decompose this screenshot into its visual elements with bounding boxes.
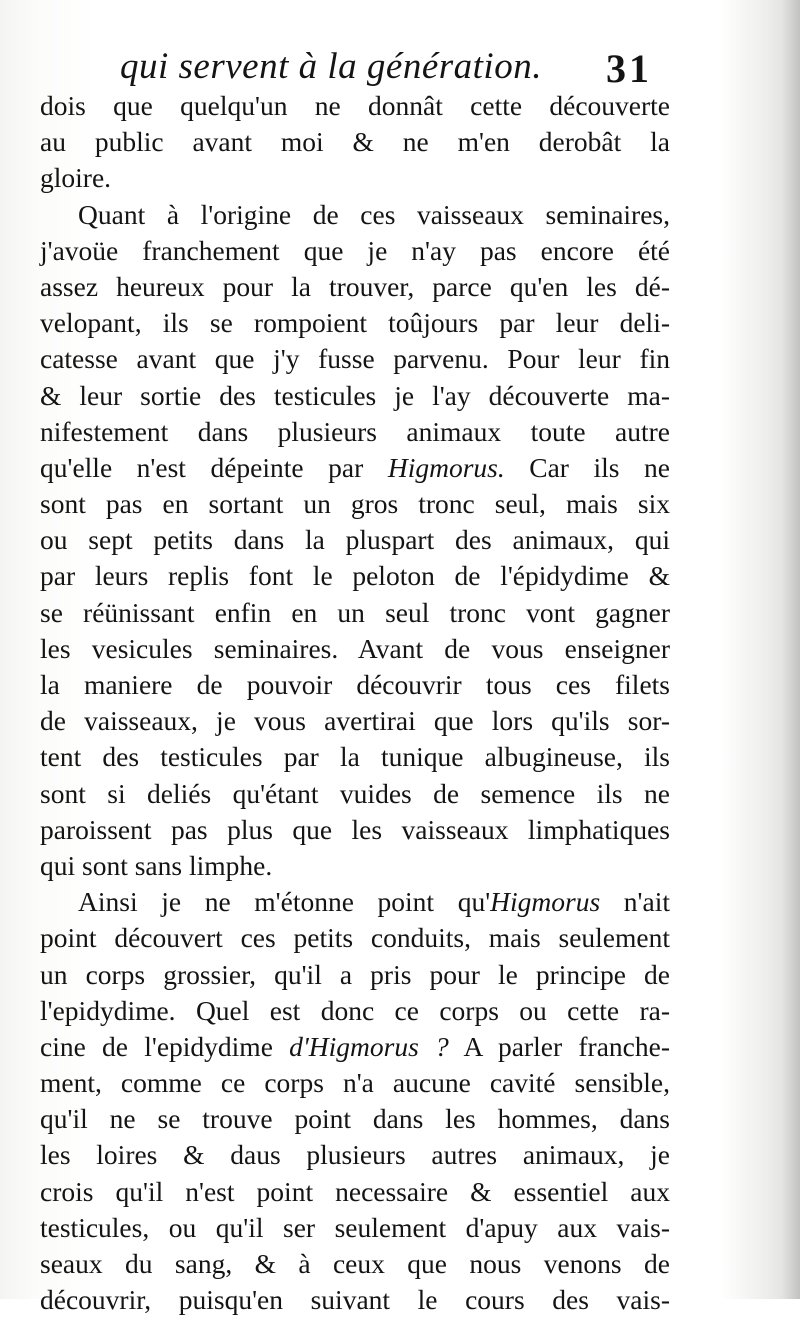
text-run: tent des testicules par la tunique albugineuse, ils bbox=[40, 741, 670, 773]
text-line bbox=[40, 1029, 670, 1065]
text-line bbox=[40, 703, 670, 739]
text-run: & leur sortie des testicules je l'ay découverte ma- bbox=[40, 379, 670, 411]
text-line bbox=[40, 269, 670, 305]
italic-name: Higmorus. bbox=[387, 451, 505, 483]
text-run: l'epidydime. Quel est donc ce corps ou cette ra- bbox=[40, 994, 670, 1026]
text-line bbox=[40, 341, 670, 377]
text-line bbox=[40, 884, 670, 920]
text-line bbox=[40, 378, 670, 414]
text-line bbox=[40, 1137, 670, 1173]
text-run: paroissent pas plus que les vaisseaux limphatiques bbox=[40, 813, 670, 845]
text-line bbox=[40, 631, 670, 667]
text-line bbox=[40, 522, 670, 558]
text-run: nifestement dans plusieurs animaux toute autre bbox=[40, 415, 670, 447]
text-run: point découvert ces petits conduits, mais seulement bbox=[40, 922, 670, 954]
text-line bbox=[40, 993, 670, 1029]
text-line bbox=[40, 1282, 670, 1318]
text-run: sont pas en sortant un gros tronc seul, mais six bbox=[40, 488, 670, 520]
text-run: dois que quelqu'un ne donnât cette découverte bbox=[40, 90, 670, 121]
text-run: crois qu'il n'est point necessaire & essentiel aux bbox=[40, 1175, 670, 1207]
text-line bbox=[40, 957, 670, 993]
text-run: de vaisseaux, je vous avertirai que lors qu'ils sor- bbox=[40, 705, 670, 737]
page-number: 31 bbox=[606, 46, 652, 91]
text-line bbox=[40, 1065, 670, 1101]
text-line bbox=[40, 450, 670, 486]
text-line bbox=[40, 1101, 670, 1137]
text-line bbox=[40, 197, 670, 233]
text-line bbox=[40, 1246, 670, 1282]
text-run: seaux du sang, & à ceux que nous venons de bbox=[40, 1248, 670, 1279]
page-edge-shadow bbox=[782, 0, 800, 1299]
italic-name: Higmorus bbox=[490, 886, 601, 918]
text-run: Ainsi je ne m'étonne point qu' bbox=[78, 886, 491, 918]
text-run: qu'il ne se trouve point dans les hommes, dans bbox=[40, 1103, 670, 1135]
text-line bbox=[40, 160, 670, 196]
text-line bbox=[40, 848, 670, 884]
text-line bbox=[40, 776, 670, 812]
text-line bbox=[40, 1210, 670, 1246]
running-title: qui servent à la génération. bbox=[120, 46, 542, 87]
text-line bbox=[40, 739, 670, 775]
text-run: par leurs replis font le peloton de l'épidydime & bbox=[40, 560, 670, 592]
text-line bbox=[40, 667, 670, 703]
text-run: un corps grossier, qu'il a pris pour le principe de bbox=[40, 958, 670, 990]
text-run: les loires & daus plusieurs autres animaux, je bbox=[40, 1139, 670, 1171]
text-run: ou sept petits dans la pluspart des animaux, qui bbox=[40, 524, 670, 556]
body-text bbox=[40, 88, 670, 1318]
text-run: qu'elle n'est dépeinte par bbox=[40, 451, 388, 483]
italic-name: d'Higmorus ? bbox=[289, 1030, 449, 1062]
text-run: Quant à l'origine de ces vaisseaux seminaires, bbox=[78, 198, 670, 230]
text-run: assez heureux pour la trouver, parce qu'en les dé- bbox=[40, 270, 670, 302]
text-line bbox=[40, 812, 670, 848]
text-run: qui sont sans limphe. bbox=[40, 849, 273, 881]
text-run: n'ait bbox=[600, 886, 670, 918]
text-line bbox=[40, 305, 670, 341]
text-line bbox=[40, 595, 670, 631]
text-line bbox=[40, 1174, 670, 1210]
text-run: les vesicules seminaires. Avant de vous enseigner bbox=[40, 632, 670, 664]
text-run: la maniere de pouvoir découvrir tous ces filets bbox=[40, 669, 670, 700]
text-run: Car ils ne bbox=[504, 451, 670, 483]
text-run: se réünissant enfin en un seul tronc vont gagner bbox=[40, 596, 670, 628]
text-run: au public avant moi & ne m'en derobât la bbox=[40, 126, 670, 158]
text-run: testicules, ou qu'il ser seulement d'apuy aux vais- bbox=[40, 1211, 670, 1243]
text-run: A parler franche- bbox=[448, 1030, 670, 1062]
text-line bbox=[40, 558, 670, 594]
text-line bbox=[40, 920, 670, 956]
text-run: velopant, ils se rompoient toûjours par leur deli- bbox=[40, 307, 670, 339]
text-run: ment, comme ce corps n'a aucune cavité sensible, bbox=[40, 1067, 670, 1099]
text-run: sont si deliés qu'étant vuides de semence ils ne bbox=[40, 777, 670, 809]
text-line bbox=[40, 88, 670, 124]
text-run: gloire. bbox=[40, 162, 112, 194]
text-line bbox=[40, 414, 670, 450]
text-run: découvrir, puisqu'en suivant le cours des vais- bbox=[40, 1284, 670, 1316]
text-run: j'avoüe franchement que je n'ay pas encore été bbox=[40, 234, 670, 266]
text-line bbox=[40, 486, 670, 522]
text-line bbox=[40, 124, 670, 160]
text-line bbox=[40, 233, 670, 269]
text-run: catesse avant que j'y fusse parvenu. Pour leur fin bbox=[40, 343, 670, 375]
text-run: cine de l'epidydime bbox=[40, 1030, 290, 1062]
